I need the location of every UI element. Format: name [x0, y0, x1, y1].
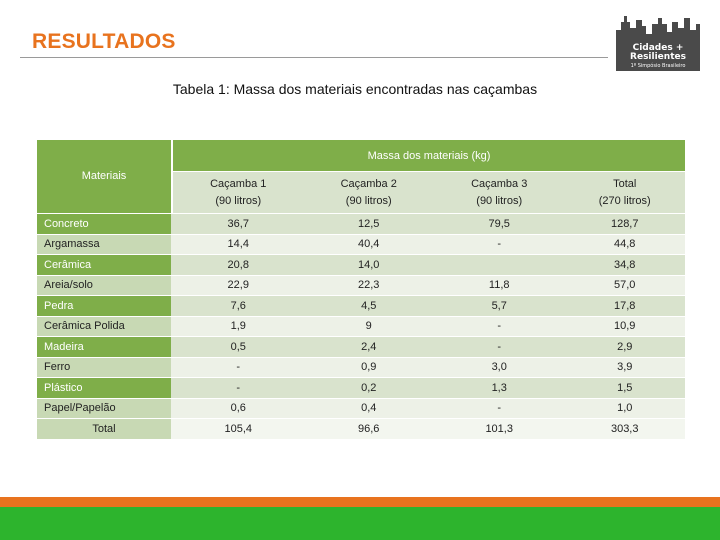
table-cell: -: [173, 358, 303, 378]
table-cell: 2,9: [564, 337, 685, 357]
table-row: [37, 337, 685, 357]
table-cell: -: [434, 399, 564, 419]
total-cell: 105,4: [173, 419, 303, 439]
material-name: Cerâmica Polida: [37, 317, 171, 337]
total-label: Total: [37, 419, 171, 439]
footer-orange-bar: [0, 497, 720, 507]
total-cell: 101,3: [434, 419, 564, 439]
table-cell: -: [173, 378, 303, 398]
logo-line-3: 1º Simpósio Brasileiro: [630, 63, 686, 69]
table-caption: Tabela 1: Massa dos materiais encontradas nas caçambas: [172, 81, 538, 97]
total-cell: 303,3: [564, 419, 685, 439]
logo-line-2: Resilientes: [630, 52, 686, 62]
table-cell: 128,7: [564, 214, 685, 234]
slide-title: RESULTADOS: [32, 30, 176, 53]
cidades-resilientes-logo: [612, 12, 706, 72]
table-cell: 22,9: [173, 276, 303, 296]
table-row: [37, 214, 685, 234]
table-cell: 9: [303, 317, 433, 337]
table-cell: 0,5: [173, 337, 303, 357]
logo-line-1: Cidades +: [632, 43, 684, 53]
column-header-cacamba-2: Caçamba 2 (90 litros): [303, 172, 433, 213]
table-cell: 4,5: [303, 296, 433, 316]
title-divider: [20, 57, 608, 58]
material-name: Concreto: [37, 214, 171, 234]
table-cell: 0,6: [173, 399, 303, 419]
table-cell: 0,2: [303, 378, 433, 398]
material-name: Madeira: [37, 337, 171, 357]
material-name: Pedra: [37, 296, 171, 316]
table-cell: 7,6: [173, 296, 303, 316]
column-header-total: Total (270 litros): [564, 172, 685, 213]
table-cell: [434, 255, 564, 275]
total-cell: 96,6: [303, 419, 433, 439]
mass-group-header: Massa dos materiais (kg): [173, 140, 685, 171]
material-name: Argamassa: [37, 235, 171, 255]
material-name: Plástico: [37, 378, 171, 398]
materials-table: [37, 139, 685, 440]
total-row: [37, 419, 685, 439]
table-cell: 20,8: [173, 255, 303, 275]
materials-column-header: Materiais: [37, 140, 171, 213]
table-cell: 5,7: [434, 296, 564, 316]
footer-green-bar: [0, 507, 720, 540]
table-row: [37, 235, 685, 255]
table-cell: -: [434, 337, 564, 357]
table-cell: 44,8: [564, 235, 685, 255]
column-header-cacamba-1: Caçamba 1 (90 litros): [173, 172, 303, 213]
table-cell: 0,9: [303, 358, 433, 378]
column-header-cacamba-3: Caçamba 3 (90 litros): [434, 172, 564, 213]
table-row: [37, 358, 685, 378]
table-cell: 40,4: [303, 235, 433, 255]
table-cell: -: [434, 235, 564, 255]
table-cell: 0,4: [303, 399, 433, 419]
table-row: [37, 276, 685, 296]
table-cell: 1,0: [564, 399, 685, 419]
table-cell: 1,5: [564, 378, 685, 398]
table-cell: 14,0: [303, 255, 433, 275]
table-cell: 14,4: [173, 235, 303, 255]
table-cell: 34,8: [564, 255, 685, 275]
table-cell: 3,0: [434, 358, 564, 378]
table-cell: -: [434, 317, 564, 337]
table-cell: 22,3: [303, 276, 433, 296]
table-cell: 17,8: [564, 296, 685, 316]
table-row: [37, 378, 685, 398]
material-name: Ferro: [37, 358, 171, 378]
table-cell: 1,3: [434, 378, 564, 398]
table-cell: 36,7: [173, 214, 303, 234]
material-name: Papel/Papelão: [37, 399, 171, 419]
material-name: Areia/solo: [37, 276, 171, 296]
table-cell: 3,9: [564, 358, 685, 378]
table-cell: 79,5: [434, 214, 564, 234]
table-cell: 1,9: [173, 317, 303, 337]
table-row: [37, 317, 685, 337]
table-cell: 2,4: [303, 337, 433, 357]
table-row: [37, 296, 685, 316]
table-row: [37, 399, 685, 419]
table-cell: 12,5: [303, 214, 433, 234]
material-name: Cerâmica: [37, 255, 171, 275]
table-cell: 57,0: [564, 276, 685, 296]
table-cell: 11,8: [434, 276, 564, 296]
table-cell: 10,9: [564, 317, 685, 337]
table-row: [37, 255, 685, 275]
